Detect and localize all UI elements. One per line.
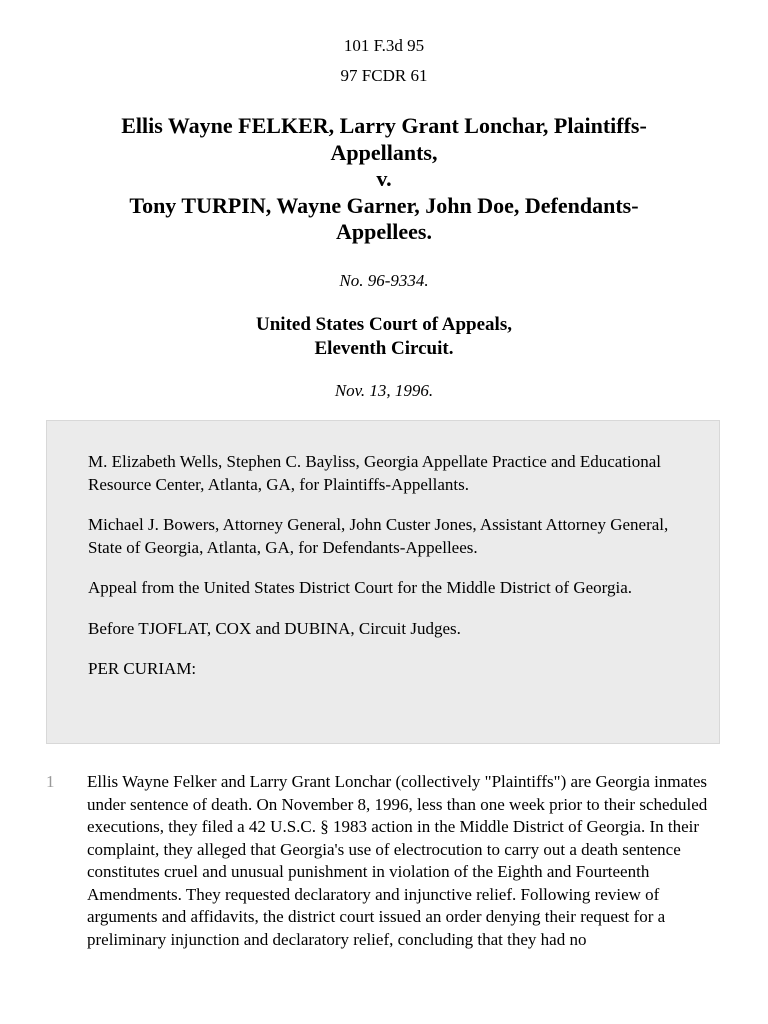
per-curiam-heading: PER CURIAM: [88,659,197,678]
court-name-line2: Eleventh Circuit. [314,338,454,359]
citation-reporter: 101 F.3d 95 [343,36,425,55]
court-name [0,313,768,361]
caption-plaintiffs: Ellis Wayne FELKER, Larry Grant Lonchar, Plaintiffs- [121,113,647,138]
paragraph-text: Ellis Wayne Felker and Larry Grant Lonchar (collectively "Plaintiffs") are Georgia inmates under sentence of death. On November 8, 1996, less than one week prior to their scheduled executions, they filed a 42 U.S.C. § 1983 action in the Middle District of Georgia. In their complaint, they alleged that Georgia's use of electrocution to carry out a death sentence constitutes cruel and unusual punishment in violation of the Eighth and Fourteenth Amendments. They requested declaratory and injunctive relief. Following review of arguments and affidavits, the district court issued an order denying their request for a preliminary injunction and declaratory relief, concluding that they had no [87,772,708,949]
docket-number: No. 96-9334. [339,271,429,290]
paragraph-number: 1 [46,772,55,791]
caption-defendants: Tony TURPIN, Wayne Garner, John Doe, Defendants- [129,192,639,218]
caption-plaintiffs-role: Appellants, [330,139,438,165]
plaintiffs-counsel: M. Elizabeth Wells, Stephen C. Bayliss, Georgia Appellate Practice and Educational Resource Center, Atlanta, GA, for Plaintiffs-Appellants. [88,452,662,494]
defendants-counsel: Michael J. Bowers, Attorney General, John Custer Jones, Assistant Attorney General, State of Georgia, Atlanta, GA, for Defendants-Appellees. [88,515,669,557]
citation-fcdr: 97 FCDR 61 [340,66,428,85]
judges-panel: Before TJOFLAT, COX and DUBINA, Circuit Judges. [88,618,461,638]
counsel-section [46,420,720,744]
caption-versus: v. [376,166,392,191]
appeal-origin: Appeal from the United States District Court for the Middle District of Georgia. [88,578,633,597]
court-name-line1: United States Court of Appeals, [256,314,512,335]
case-caption [60,113,708,246]
caption-defendants-role: Appellees. [336,219,432,244]
decision-date: Nov. 13, 1996. [334,381,434,400]
